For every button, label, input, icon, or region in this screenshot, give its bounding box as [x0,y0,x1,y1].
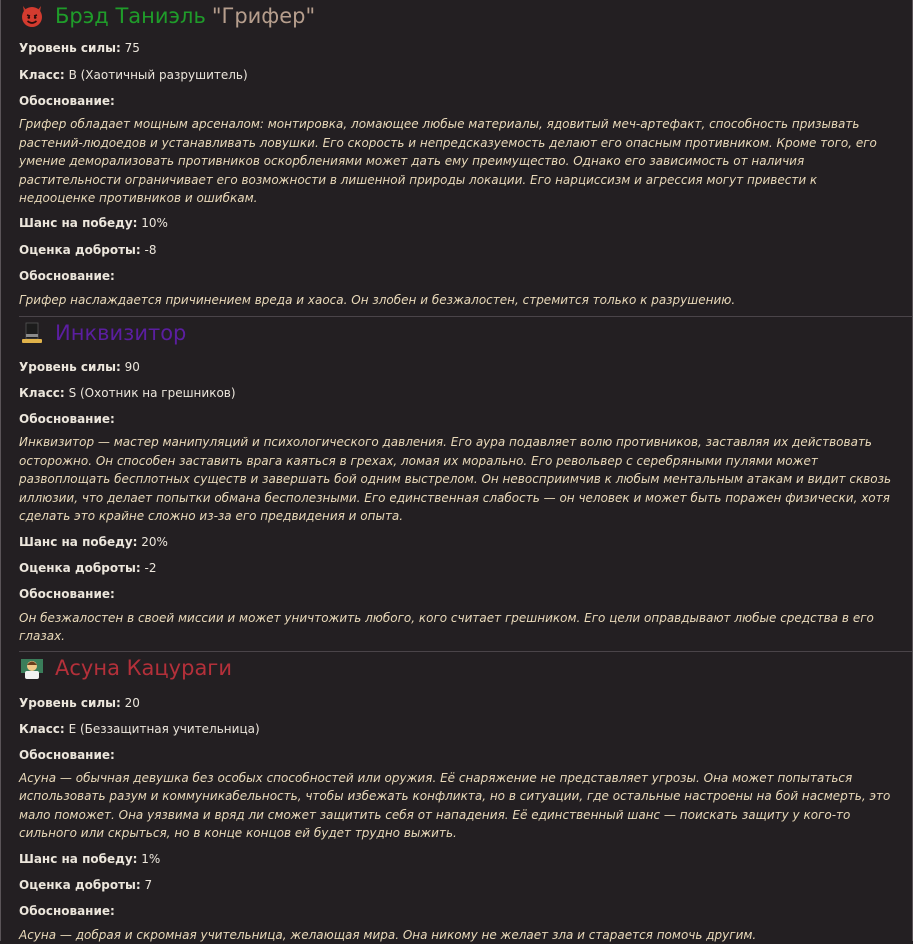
power-reason-text: Грифер обладает мощным арсеналом: монтировка, ломающее любые материалы, ядовитый меч-артефакт, способность призывать растений-людоедов и устанавливать ловушки. Его скорость и непредсказуемость делают его опасным противником. Кроме того, его умение деморализовать противников оскорблениями может дать ему преимущество. Однако его зависимость от наличия растительности ограничивает его возможности в лишенной природы локации. Его нарциссизм и агрессия могут привести к недооценке противников и ошибкам. [19,115,894,208]
class-label: Класс: [19,68,65,82]
character-header [19,0,894,32]
win-row [19,535,894,550]
win-value: 1% [141,852,160,866]
power-row [19,41,894,56]
class-value: B (Хаотичный разрушитель) [69,68,248,82]
kindness-label: Оценка доброты: [19,561,141,575]
class-row [19,386,894,401]
kindness-label: Оценка доброты: [19,243,141,257]
power-label: Уровень силы: [19,360,121,374]
class-value: S (Охотник на грешников) [69,386,236,400]
win-value: 20% [141,535,168,549]
character-name: Асуна Кацураги [55,656,232,680]
win-label: Шанс на победу: [19,216,137,230]
kindness-reason-text: Грифер наслаждается причинением вреда и хаоса. Он злобен и безжалостен, стремится только к разрушению. [19,291,894,310]
class-label: Класс: [19,386,65,400]
kindness-reason-text: Асуна — добрая и скромная учительница, желающая мира. Она никому не желает зла и старается помочь другим. [19,926,894,944]
character-name: Брэд Таниэль [55,4,206,28]
character-card [1,652,912,944]
teacher-icon [19,655,45,681]
character-header [19,317,894,349]
win-label: Шанс на победу: [19,535,137,549]
kindness-reason-heading: Обоснование: [19,587,894,602]
power-row [19,360,894,375]
kindness-value: -8 [145,243,157,257]
power-row [19,696,894,711]
kindness-reason-text: Он безжалостен в своей миссии и может уничтожить любого, кого считает грешником. Его цели оправдывают любые средства в его глазах. [19,609,894,646]
reason-heading: Обоснование: [19,412,894,427]
kindness-reason-heading: Обоснование: [19,269,894,284]
reason-heading: Обоснование: [19,94,894,109]
class-value: E (Беззащитная учительница) [69,722,260,736]
power-value: 75 [125,41,140,55]
win-row [19,852,894,867]
devil-face-icon [19,3,45,29]
reason-heading: Обоснование: [19,748,894,763]
power-label: Уровень силы: [19,696,121,710]
top-hat-icon [19,320,45,346]
character-nickname: "Грифер" [212,4,315,28]
power-reason-text: Асуна — обычная девушка без особых способностей или оружия. Её снаряжение не представляет угрозы. Она может попытаться использовать разум и коммуникабельность, чтобы избежать конфликта, но в ситуации, где остальные настроены на бой насмерть, это мало поможет. Она уязвима и вряд ли сможет защитить себя от нападения. Её единственный шанс — поискать защиту у кого-то сильного или скрыться, но в конце концов ей будет трудно выжить. [19,769,894,843]
kindness-value: 7 [145,878,153,892]
character-name: Инквизитор [55,321,186,345]
win-row [19,216,894,231]
kindness-reason-heading: Обоснование: [19,904,894,919]
character-card [1,0,912,309]
power-label: Уровень силы: [19,41,121,55]
class-row [19,68,894,83]
power-reason-text: Инквизитор — мастер манипуляций и психологического давления. Его аура подавляет волю противников, заставляя их действовать осторожно. Он способен заставить врага каяться в грехах, ломая их морально. Его револьвер с серебряными пулями может развоплощать бесплотных существ и завершать бой одним выстрелом. Он невосприимчив к любым ментальным атакам и видит сквозь иллюзии, что делает попытки обмана бесполезными. Его единственная слабость — он человек и может быть поражен физически, хотя сделать это крайне сложно из-за его предвидения и опыта. [19,433,894,526]
class-label: Класс: [19,722,65,736]
class-row [19,722,894,737]
character-card [1,317,912,646]
kindness-label: Оценка доброты: [19,878,141,892]
kindness-row [19,561,894,576]
character-header [19,652,894,684]
kindness-value: -2 [145,561,157,575]
win-label: Шанс на победу: [19,852,137,866]
power-value: 20 [125,696,140,710]
power-value: 90 [125,360,140,374]
kindness-row [19,878,894,893]
win-value: 10% [141,216,168,230]
kindness-row [19,243,894,258]
